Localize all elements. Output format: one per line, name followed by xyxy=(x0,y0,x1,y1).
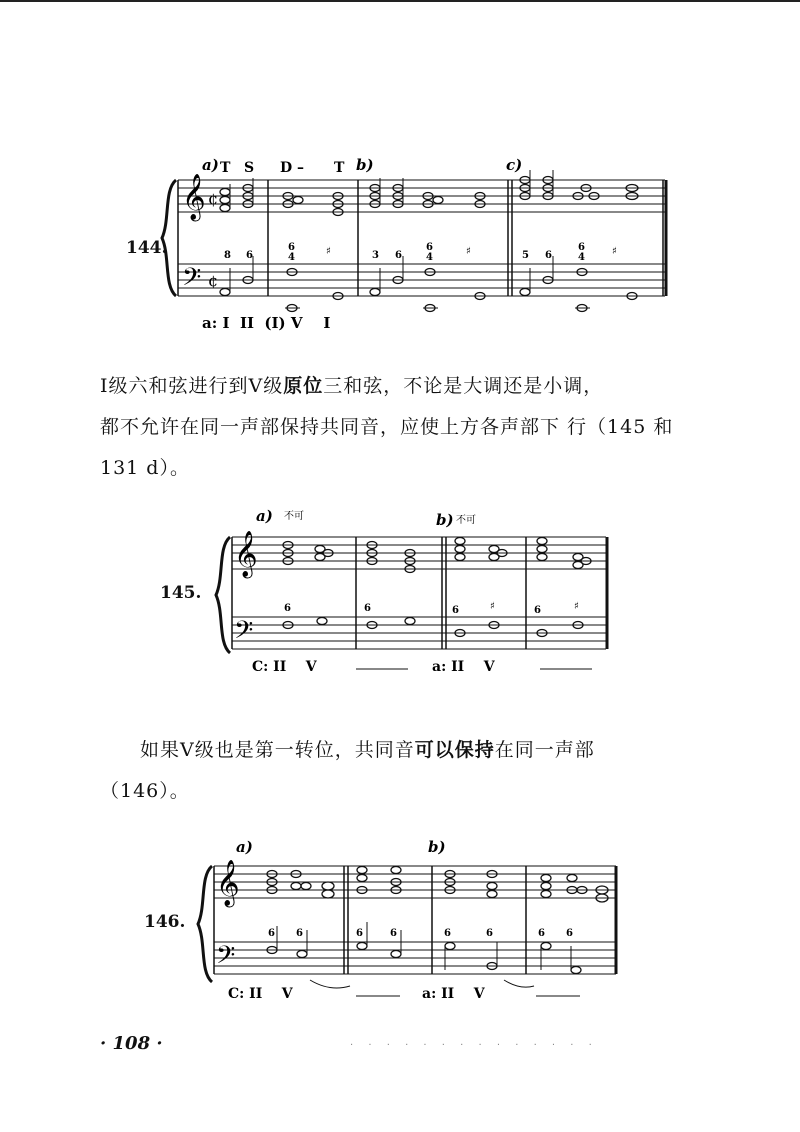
figure: 6 xyxy=(284,603,291,614)
figure: ♯ xyxy=(466,246,471,257)
paragraph-2 xyxy=(100,730,700,812)
not-allowed-a: 不可 xyxy=(284,511,304,522)
figure: 6 xyxy=(545,250,552,261)
figure: 6 xyxy=(268,928,275,939)
figure: 6 xyxy=(444,928,451,939)
label-b: b) xyxy=(436,511,454,529)
example-number: 146. xyxy=(144,912,186,932)
scan-speckle: · · · · · · · · · · · · · · xyxy=(350,1040,598,1051)
bass-clef-icon: 𝄢 xyxy=(234,616,254,651)
figure: 6 xyxy=(395,250,402,261)
paragraph-line: Ⅰ级六和弦进行到Ⅴ级原位三和弦，不论是大调还是小调， xyxy=(100,375,604,397)
paragraph-line: （146）。 xyxy=(100,780,190,802)
example-number: 144. xyxy=(126,238,168,258)
label-a: a) xyxy=(202,156,219,174)
music-example-145 xyxy=(160,505,620,675)
svg-text:¢: ¢ xyxy=(208,189,219,208)
figure: 6 xyxy=(486,928,493,939)
figure: 6 xyxy=(538,928,545,939)
figure: ♯ xyxy=(612,246,617,257)
score-145 xyxy=(160,505,620,675)
svg-text:4: 4 xyxy=(426,252,433,263)
paragraph-line: 都不允许在同一声部保持共同音，应使上方各声部下 行（145 和 xyxy=(100,416,674,438)
paragraph-line: 131 d）。 xyxy=(100,457,190,479)
roman-analysis: a: I II (I) V I xyxy=(202,314,331,332)
music-example-146 xyxy=(140,830,630,1010)
label-b: b) xyxy=(356,156,374,174)
figure: 6 xyxy=(246,250,253,261)
roman-analysis-a: a: II V xyxy=(432,659,495,675)
label-b: b) xyxy=(428,838,446,856)
figure: 6 xyxy=(578,242,585,253)
figure: 6 xyxy=(534,605,541,616)
function-s: S xyxy=(244,160,255,176)
treble-clef-icon: 𝄞 xyxy=(216,860,240,906)
paragraph-1 xyxy=(100,366,700,489)
music-example-144 xyxy=(120,150,680,340)
label-a: a) xyxy=(236,838,253,856)
figure: 6 xyxy=(296,928,303,939)
figure: 6 xyxy=(288,242,295,253)
figure: 6 xyxy=(364,603,371,614)
figure: 6 xyxy=(390,928,397,939)
function-t2: T xyxy=(334,160,345,176)
label-a: a) xyxy=(256,507,273,525)
example-number: 145. xyxy=(160,583,202,603)
figure: ♯ xyxy=(326,246,331,257)
figure: 6 xyxy=(452,605,459,616)
figure: 6 xyxy=(566,928,573,939)
function-d: D – xyxy=(280,160,305,176)
figure: ♯ xyxy=(490,601,495,612)
treble-clef-icon: 𝄞 xyxy=(234,531,258,577)
page-top-rule xyxy=(0,0,800,2)
label-c: c) xyxy=(506,156,523,174)
figure: 8 xyxy=(224,250,231,261)
roman-analysis-c: C: II V xyxy=(228,986,293,1002)
paragraph-line: 如果Ⅴ级也是第一转位，共同音可以保持在同一声部 xyxy=(140,739,595,761)
figure: ♯ xyxy=(574,601,579,612)
roman-analysis-a: a: II V xyxy=(422,986,485,1002)
roman-analysis-c: C: II V xyxy=(252,659,317,675)
score-144 xyxy=(120,150,680,340)
score-146 xyxy=(140,830,630,1010)
not-allowed-b: 不可 xyxy=(456,515,476,526)
svg-text:4: 4 xyxy=(578,252,585,263)
svg-text:4: 4 xyxy=(288,252,295,263)
function-t: T xyxy=(220,160,231,176)
figure: 6 xyxy=(426,242,433,253)
bass-clef-icon: 𝄢 xyxy=(216,941,236,976)
treble-clef-icon: 𝄞 xyxy=(182,174,206,220)
bass-clef-icon: 𝄢 xyxy=(182,263,202,298)
figure: 3 xyxy=(372,250,379,261)
page-number: · 108 · xyxy=(100,1033,163,1054)
svg-text:¢: ¢ xyxy=(208,271,219,290)
figure: 5 xyxy=(522,250,529,261)
figure: 6 xyxy=(356,928,363,939)
